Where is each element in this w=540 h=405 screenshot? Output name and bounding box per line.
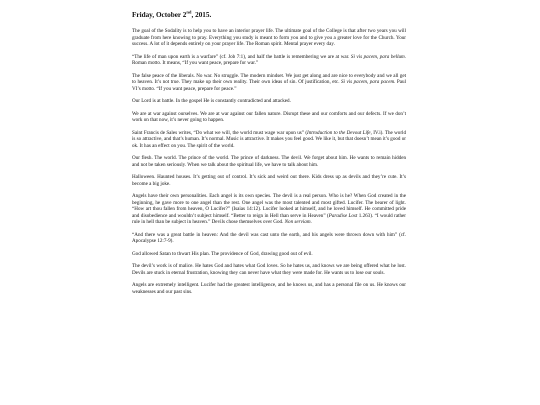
- paragraph: [132, 232, 406, 245]
- paragraph-text: Saint Francis de Sales writes, “Do what we will, the world must wage war upon us” (: [132, 129, 308, 136]
- italic-citation: Introduction to the Devout Life: [307, 129, 371, 136]
- date-ordinal-suffix: nd: [186, 9, 192, 15]
- date-year: , 2015.: [191, 11, 212, 19]
- paragraph-text: .: [310, 219, 312, 225]
- italic-citation: Non serviam: [284, 219, 311, 225]
- paragraph: [132, 111, 406, 124]
- paragraph-text: Our Lord is at battle. In the gospel He is constantly contradicted and attacked.: [132, 98, 291, 104]
- paragraph: [132, 251, 406, 258]
- paragraph-text: 1.263). “I would rather rule in hell than be subject in heaven.” Devils chose themselves over God.: [132, 212, 407, 225]
- date-text: Friday, October 2: [132, 11, 187, 19]
- paragraph-text: Our flesh. The world. The prince of the world. The prince of darkness. The devil. We forget about him. He wants to remain hidden and not be taken seriously. When we talk about the spiritual life, we have to talk about him.: [132, 155, 406, 168]
- paragraph-text: The devil’s work is of malice. He hates God and hates what God loves. So he hates us, and knows we are being offered what he lost. Devils are stuck in eternal frustration, knowing they can never have what they were made for. He wants us to lose our souls.: [132, 263, 406, 276]
- paragraph-text: Halloween. Haunted houses. It’s getting out of control. It’s sick and weird out there. Kids dress up as devils and they’re cute. It’s become a big joke.: [132, 174, 406, 187]
- paragraph: [132, 155, 406, 168]
- paragraph: [132, 54, 406, 67]
- paragraph: [132, 130, 406, 150]
- paragraph-text: Angels are extremely intelligent. Lucifer had the greatest intelligence, and he knows us, and has a personal file on us. He knows our weaknesses and our past sins.: [132, 282, 406, 295]
- paragraph-text: Roman motto. It means, “If you want peace, prepare for war.”: [132, 60, 259, 66]
- paragraph: [132, 282, 406, 295]
- paragraph-text: “The life of man upon earth is a warfare” (cf. Job 7:1), and half the battle is remembering we are at war.: [132, 53, 351, 60]
- paragraph-text: The false peace of the liberals. No war. No struggle. The modern mindset. We just get along and are nice to everybody and we all get to heaven. It’s not true. They make up their own reality. Their own ideas of sin. Of justification, etc.: [132, 72, 406, 85]
- italic-citation: Si vis pacem, para pacem.: [340, 79, 396, 85]
- italic-citation: Si vis pacem, para bellum.: [350, 53, 406, 60]
- paragraph-text: The goal of the Sodality is to help you to have an interior prayer life. The ultimate goal of the College is that after two years you will graduate from here knowing to pray. Everything you study is meant to form you and to give you a greater love for the Church. Your success. A lot of it depends entirely on your prayer life. The Roman spirit. Mental prayer every day.: [132, 28, 406, 47]
- paragraph: [132, 193, 406, 226]
- italic-citation: Paradise Lost: [328, 212, 358, 219]
- paragraph-list: [132, 28, 406, 295]
- document-date-heading: [132, 11, 406, 19]
- paragraph: [132, 263, 406, 276]
- document-body: [132, 11, 406, 301]
- paragraph-text: We are at war against ourselves. We are at war against our fallen nature. Disrupt these and our comforts and our defects. If we don’t work on that now, it’s never going to happen.: [132, 110, 406, 123]
- paragraph: [132, 174, 406, 187]
- paragraph: [132, 98, 406, 105]
- paragraph-text: “And there was a great battle in heaven: And the devil was cast unto the earth, and his angels were thrown down with him” (cf. Apocalypse 12:7-9).: [132, 231, 406, 244]
- paragraph-text: , IV.i). The world is so attractive, and that’s human. It’s normal. Music is attractive. It makes you feel good. We like it, but that doesn’t mean it’s good or ok. It has an effect on you. The spirit of the world.: [132, 129, 407, 149]
- paragraph-text: Paul VI’s motto. “If you want peace, prepare for peace.”: [132, 79, 406, 92]
- paragraph-text: Angels have their own personalities. Each angel is its own species. The devil is a real person. Who is he? When God created in the beginning, he gave more to one angel than the rest. One angel was the most talented and most gifted. Lucifer. The bearer of light. “How art thou fallen from heaven, O Lucifer?” (Isaias 14:12). Lucifer looked at himself, and he loved himself. He committed pride and disobedience and wouldn’t subject himself. “Better to reign in Hell than serve in Heaven” (: [132, 193, 406, 219]
- paragraph: [132, 73, 406, 93]
- paragraph: [132, 28, 406, 48]
- paragraph-text: God allowed Satan to thwart His plan. The providence of God, drawing good out of evil.: [132, 250, 313, 257]
